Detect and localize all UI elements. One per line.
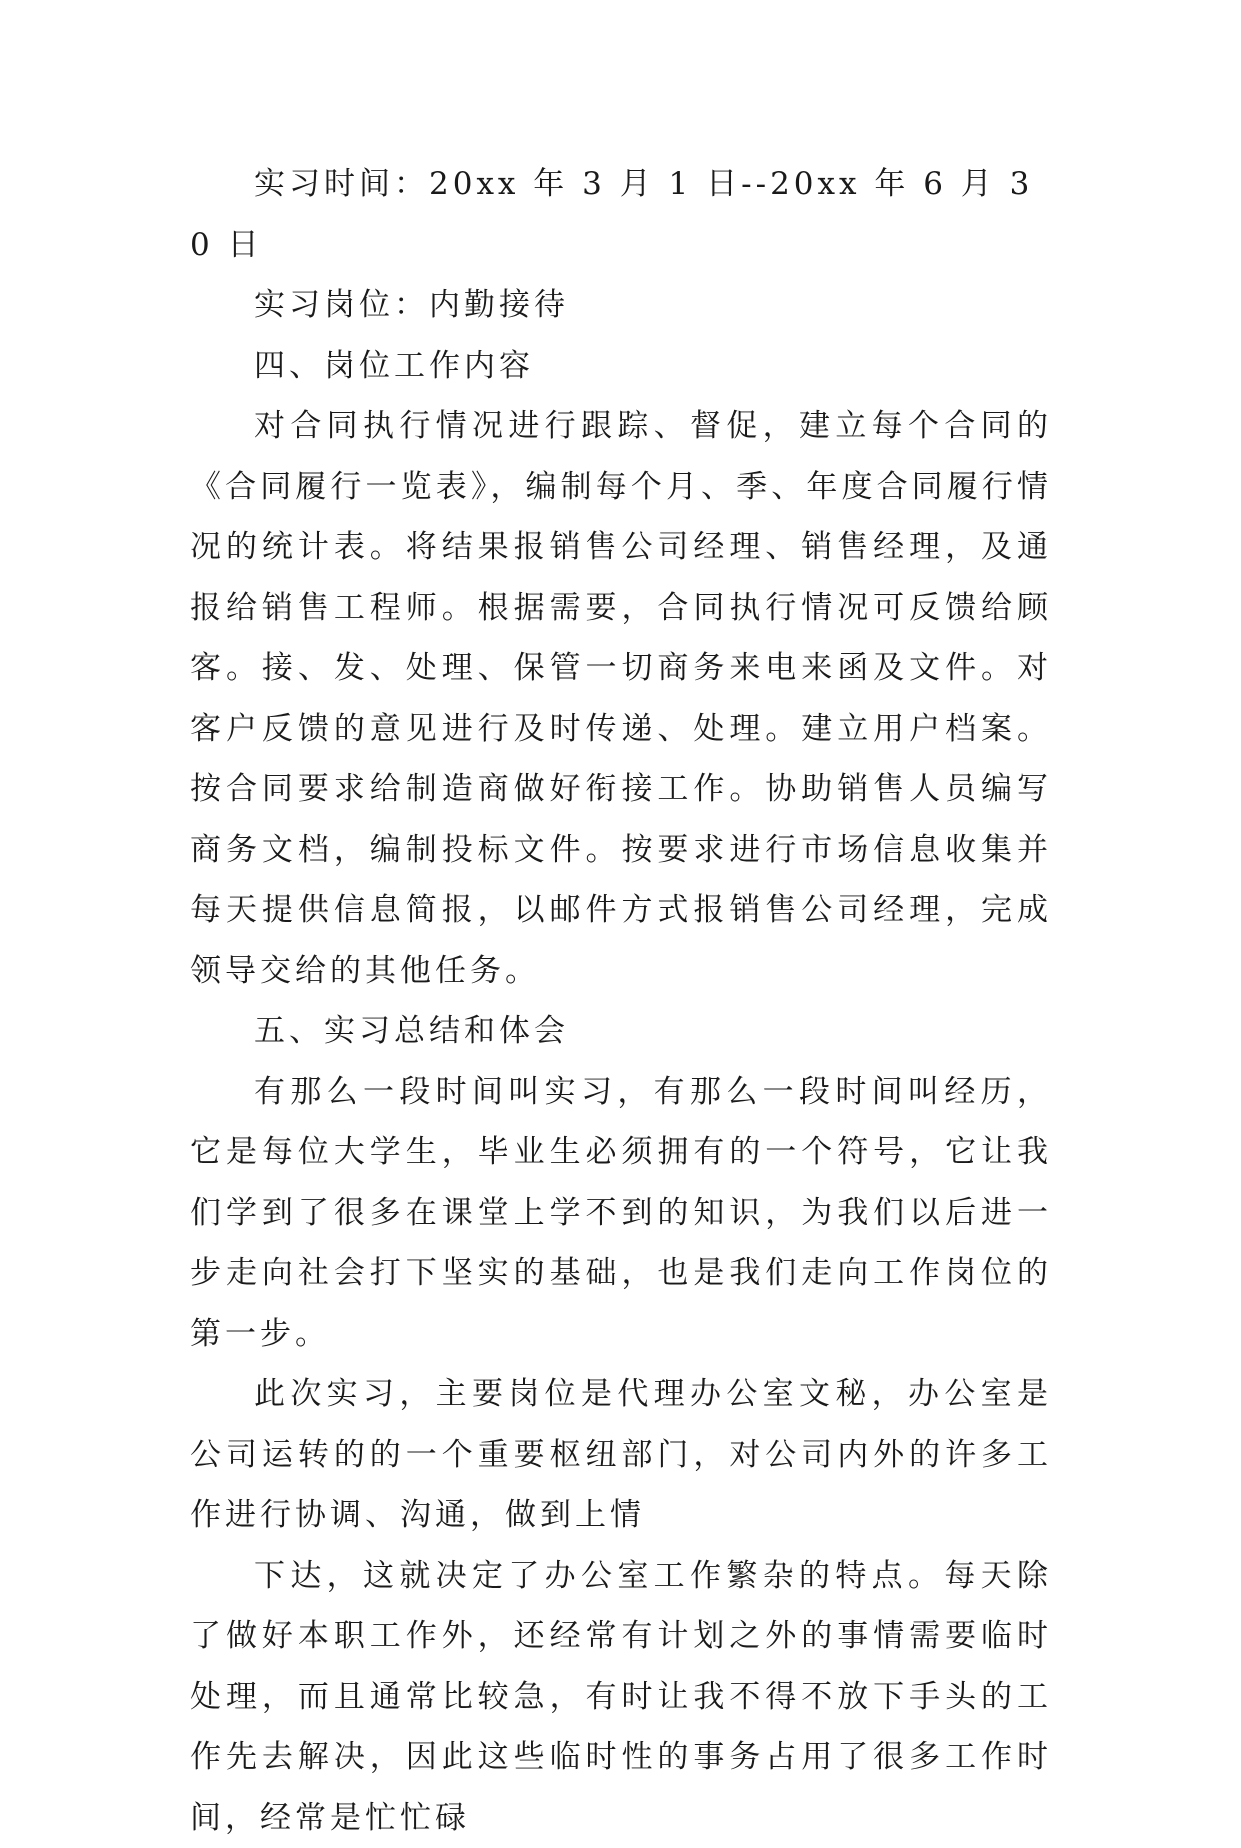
paragraph-summary-intro: 有那么一段时间叫实习，有那么一段时间叫经历，它是每位大学生，毕业生必须拥有的一个符号，它让我们学到了很多在课堂上学不到的知识，为我们以后进一步走向社会打下坚实的基础，也是我们走向工作岗位的第一步。 xyxy=(190,1062,1052,1365)
paragraph-job-content: 对合同执行情况进行跟踪、督促，建立每个合同的《合同履行一览表》，编制每个月、季、年度合同履行情况的统计表。将结果报销售公司经理、销售经理，及通报给销售工程师。根据需要，合同执行情况可反馈给顾客。接、发、处理、保管一切商务来电来函及文件。对客户反馈的意见进行及时传递、处理。建立用户档案。按合同要求给制造商做好衔接工作。协助销售人员编写商务文档，编制投标文件。按要求进行市场信息收集并每天提供信息简报，以邮件方式报销售公司经理，完成领导交给的其他任务。 xyxy=(190,396,1052,1001)
paragraph-position-description: 此次实习，主要岗位是代理办公室文秘，办公室是公司运转的的一个重要枢纽部门，对公司内外的许多工作进行协调、沟通，做到上情 xyxy=(190,1364,1052,1546)
internship-period-line: 实习时间：20xx 年 3 月 1 日--20xx 年 6 月 30 日 xyxy=(190,154,1052,275)
document-body xyxy=(190,154,1052,1848)
section-heading-job-content: 四、岗位工作内容 xyxy=(190,336,1052,397)
internship-position-line: 实习岗位：内勤接待 xyxy=(190,275,1052,336)
section-heading-summary: 五、实习总结和体会 xyxy=(190,1001,1052,1062)
paragraph-office-work: 下达，这就决定了办公室工作繁杂的特点。每天除了做好本职工作外，还经常有计划之外的事情需要临时处理，而且通常比较急，有时让我不得不放下手头的工作先去解决，因此这些临时性的事务占用了很多工作时间，经常是忙忙碌 xyxy=(190,1546,1052,1848)
